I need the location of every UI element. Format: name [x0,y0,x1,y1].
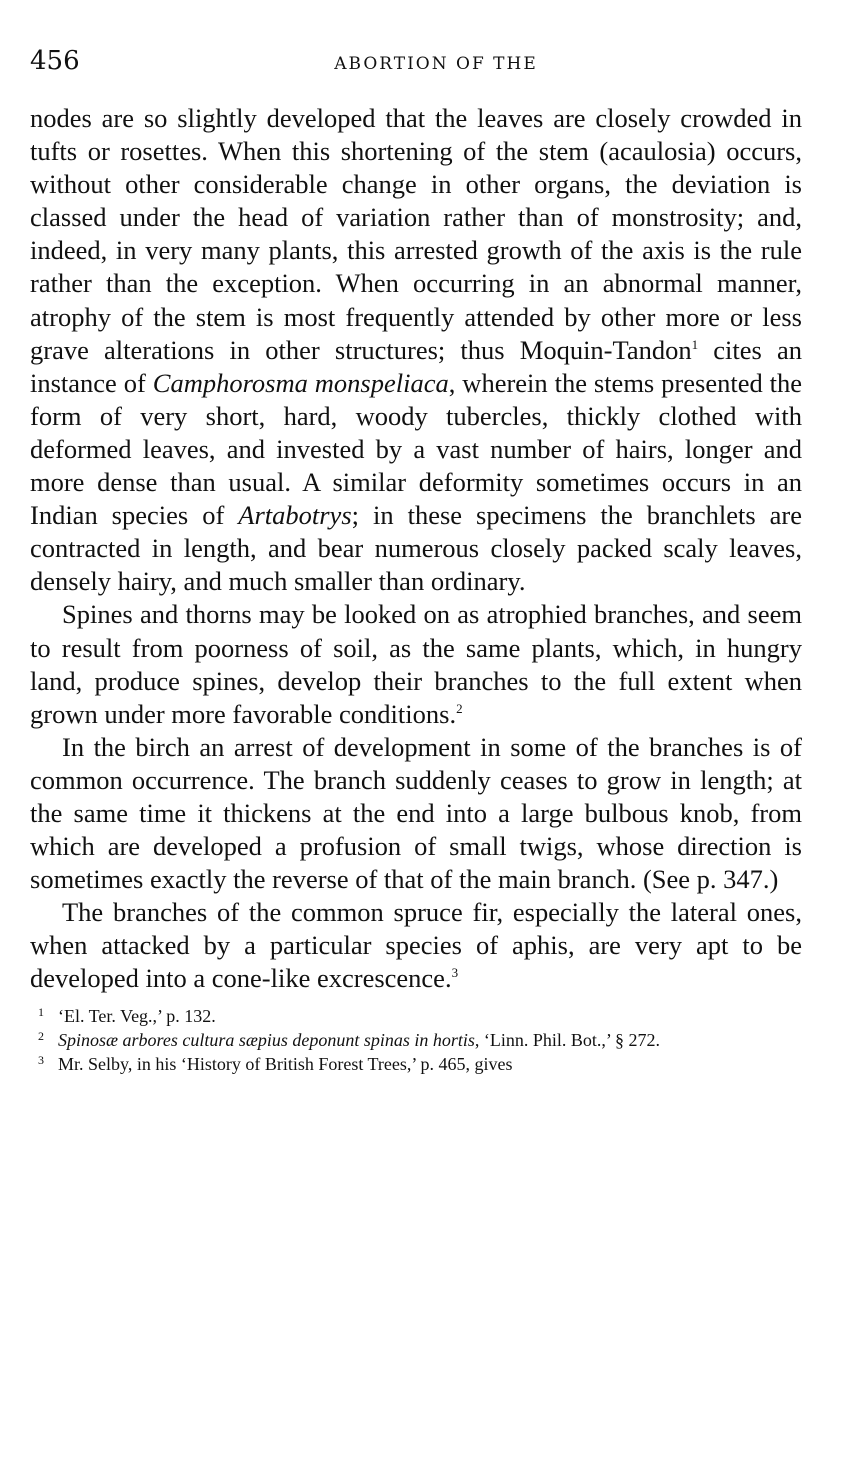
running-head: ABORTION OF THE [334,54,538,74]
footnote-reference: 1 [691,336,699,352]
text-run: , ‘Linn. Phil. Bot.,’ § 272. [474,1029,661,1050]
footnote [30,1004,802,1028]
paragraph [30,102,802,598]
footnotes [30,1004,802,1076]
book-page [30,40,802,1076]
footnote-mark: 3 [38,1052,44,1067]
text-run: In the birch an arrest of development in some of the branches is of common occurrence. The branch suddenly ceases to grow in length; at the same time it thickens at the end into a large bulbous knob, from which are developed a profusion of small twigs, whose direction is sometimes exactly the reverse of that of the main branch. (See p. 347.) [30,731,802,895]
footnote [30,1028,802,1052]
text-run: Spines and thorns may be looked on as atrophied branches, and seem to result from poorness of soil, as the same plants, which, in hungry land, produce spines, develop their branches to the full extent when grown under more favorable conditions. [30,599,802,729]
footnote [30,1052,802,1076]
footnote-mark: 2 [38,1028,44,1043]
text-run: ; in these specimens the branchlets are contracted in length, and bear numerous closely packed scaly leaves, densely hairy, and much smaller than ordinary. [30,500,802,597]
footnote-reference: 2 [456,700,463,716]
text-run: Mr. Selby, in his ‘History of British Forest Trees,’ p. 465, gives [58,1053,513,1074]
page-header [30,40,802,84]
body-text [30,102,802,996]
paragraph [30,598,802,730]
text-run: The branches of the common spruce fir, especially the lateral ones, when attacked by a particular species of aphis, are very apt to be developed into a cone-like excrescence. [30,897,802,994]
italic-run: Artabotrys [238,500,352,531]
footnote-reference: 3 [451,965,459,981]
text-run: , wherein the stems presented the form of very short, hard, woody tubercles, thickly clothed with deformed leaves, and invested by a vast number of hairs, longer and more dense than usual. A similar deformity sometimes occurs in an Indian species of [30,367,803,531]
italic-run: Spinosæ arbores cultura sæpius deponunt spinas in hortis [58,1029,475,1050]
italic-run: Camphorosma monspeliaca [152,367,449,398]
footnote-mark: 1 [38,1004,44,1019]
text-run: cites an instance of [30,334,802,398]
text-run: nodes are so slightly developed that the leaves are closely crowded in tufts or rosettes. When this shortening of the stem (acaulosia) occurs, without other considerable change in other organs, the deviation is classed under the head of variation rather than of monstrosity; and, indeed, in very many plants, this arrested growth of the axis is the rule rather than the exception. When occurring in an abnormal manner, atrophy of the stem is most frequently attended by other more or less grave alterations in other structures; thus Moquin-Tandon [30,103,802,365]
paragraph [30,896,802,995]
text-run: ‘El. Ter. Veg.,’ p. 132. [58,1005,216,1026]
page-number: 456 [30,46,80,76]
paragraph [30,731,802,896]
